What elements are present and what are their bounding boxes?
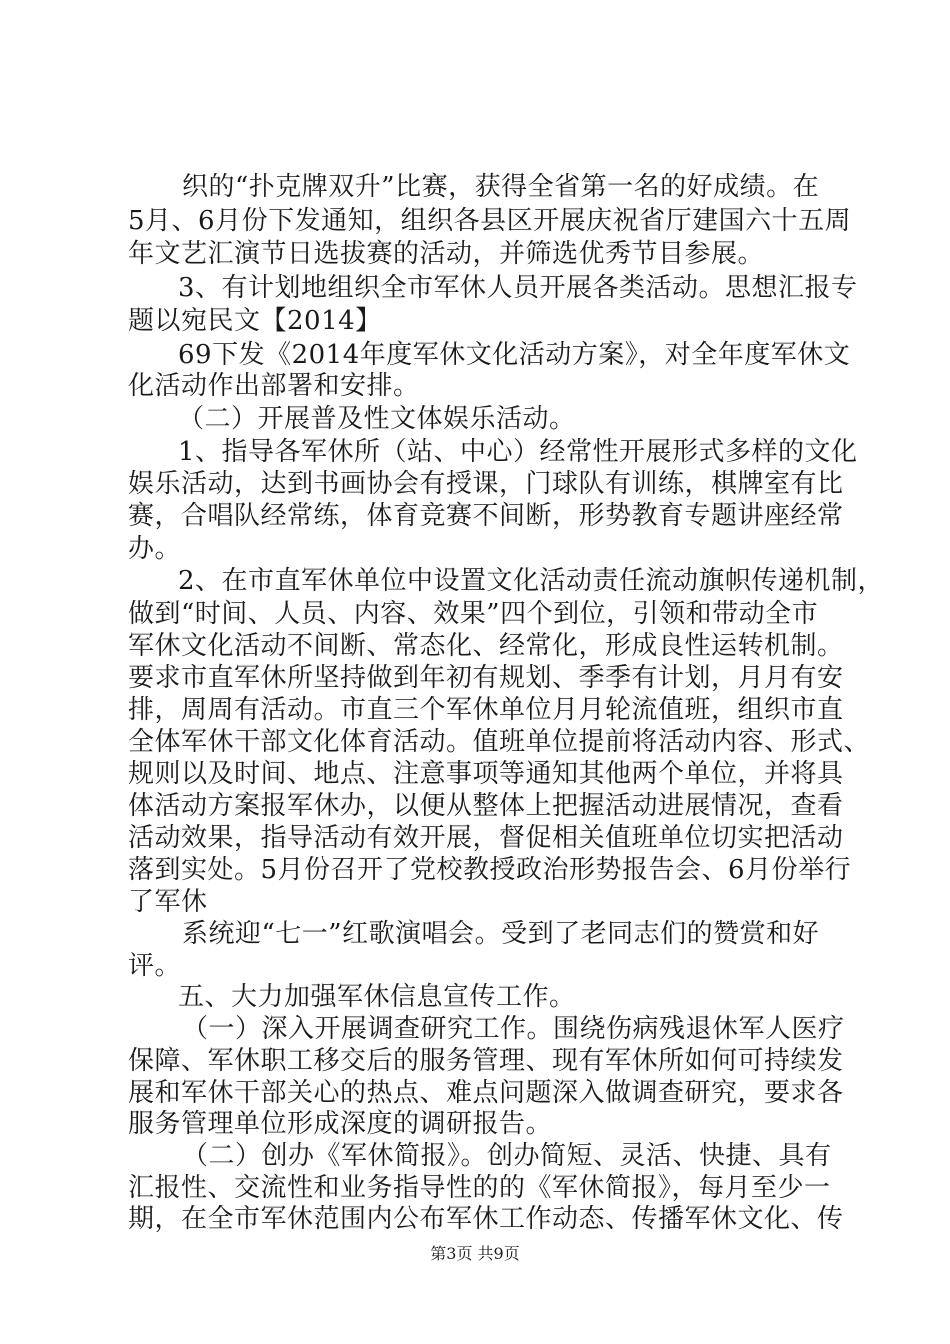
body-text-line: 3、有计划地组织全市军休人员开展各类活动。思想汇报专	[178, 273, 858, 303]
body-text-line: 落到实处。5月份召开了党校教授政治形势报告会、6月份举行	[128, 855, 852, 885]
page-number-footer: 第3页 共9页	[430, 1244, 520, 1263]
body-text-line: 做到“时间、人员、内容、效果”四个到位，引领和带动全市	[128, 599, 819, 629]
body-text-line: 系统迎“七一”红歌演唱会。受到了老同志们的赞赏和好	[182, 919, 820, 949]
body-text-line: 评。	[128, 951, 182, 981]
body-text-line: 2、在市直军休单位中设置文化活动责任流动旗帜传递机制，	[178, 566, 885, 596]
body-text-line: （一）深入开展调查研究工作。围绕伤病残退休军人医疗	[182, 1014, 845, 1044]
body-text-line: 期，在全市军休范围内公布军休工作动态、传播军休文化、传	[128, 1204, 844, 1234]
body-text-line: 69下发《2014年度军休文化活动方案》，对全年度军休文	[178, 340, 851, 370]
body-text-line: 年文艺汇演节日选拔赛的活动，并筛选优秀节目参展。	[128, 239, 765, 269]
body-text-line: 排，周周有活动。市直三个军休单位月月轮流值班，组织市直	[128, 695, 844, 725]
body-text-line: （二）创办《军休简报》。创办简短、灵活、快捷、具有	[182, 1141, 832, 1171]
body-text-line: 1、指导各军休所（站、中心）经常性开展形式多样的文化	[178, 437, 858, 467]
body-text-line: 了军休	[128, 887, 208, 917]
body-text-line: 规则以及时间、地点、注意事项等通知其他两个单位，并将具	[128, 759, 844, 789]
section-heading: 五、大力加强军休信息宣传工作。	[178, 982, 576, 1012]
body-text-line: 活动效果，指导活动有效开展，督促相关值班单位切实把活动	[128, 823, 844, 853]
body-text-line: 办。	[128, 534, 182, 564]
body-text-line: 赛，合唱队经常练，体育竞赛不间断，形势教育专题讲座经常	[128, 501, 844, 531]
body-text-line: 保障、军休职工移交后的服务管理、现有军休所如何可持续发	[128, 1046, 844, 1076]
body-text-line: 展和军休干部关心的热点、难点问题深入做调查研究，要求各	[128, 1078, 844, 1108]
body-text-line: 体活动方案报军休办，以便从整体上把握活动进展情况，查看	[128, 791, 844, 821]
body-text-line: 服务管理单位形成深度的调研报告。	[128, 1109, 553, 1139]
body-text-line: 全体军休干部文化体育活动。值班单位提前将活动内容、形式、	[128, 727, 871, 757]
body-text-line: 5月、6月份下发通知，组织各县区开展庆祝省厅建国六十五周	[128, 206, 852, 236]
section-heading: （二）开展普及性文体娱乐活动。	[178, 404, 576, 434]
body-text-line: 军休文化活动不间断、常态化、经常化，形成良性运转机制。	[128, 631, 844, 661]
body-text-line: 织的“扑克牌双升”比赛，获得全省第一名的好成绩。在	[182, 172, 820, 202]
body-text-line: 要求市直军休所坚持做到年初有规划、季季有计划，月月有安	[128, 663, 844, 693]
body-text-line: 题以宛民文【2014】	[128, 306, 382, 336]
body-text-line: 汇报性、交流性和业务指导性的的《军休简报》，每月至少一	[128, 1173, 831, 1203]
body-text-line: 化活动作出部署和安排。	[128, 371, 420, 401]
body-text-line: 娱乐活动，达到书画协会有授课，门球队有训练，棋牌室有比	[128, 469, 844, 499]
